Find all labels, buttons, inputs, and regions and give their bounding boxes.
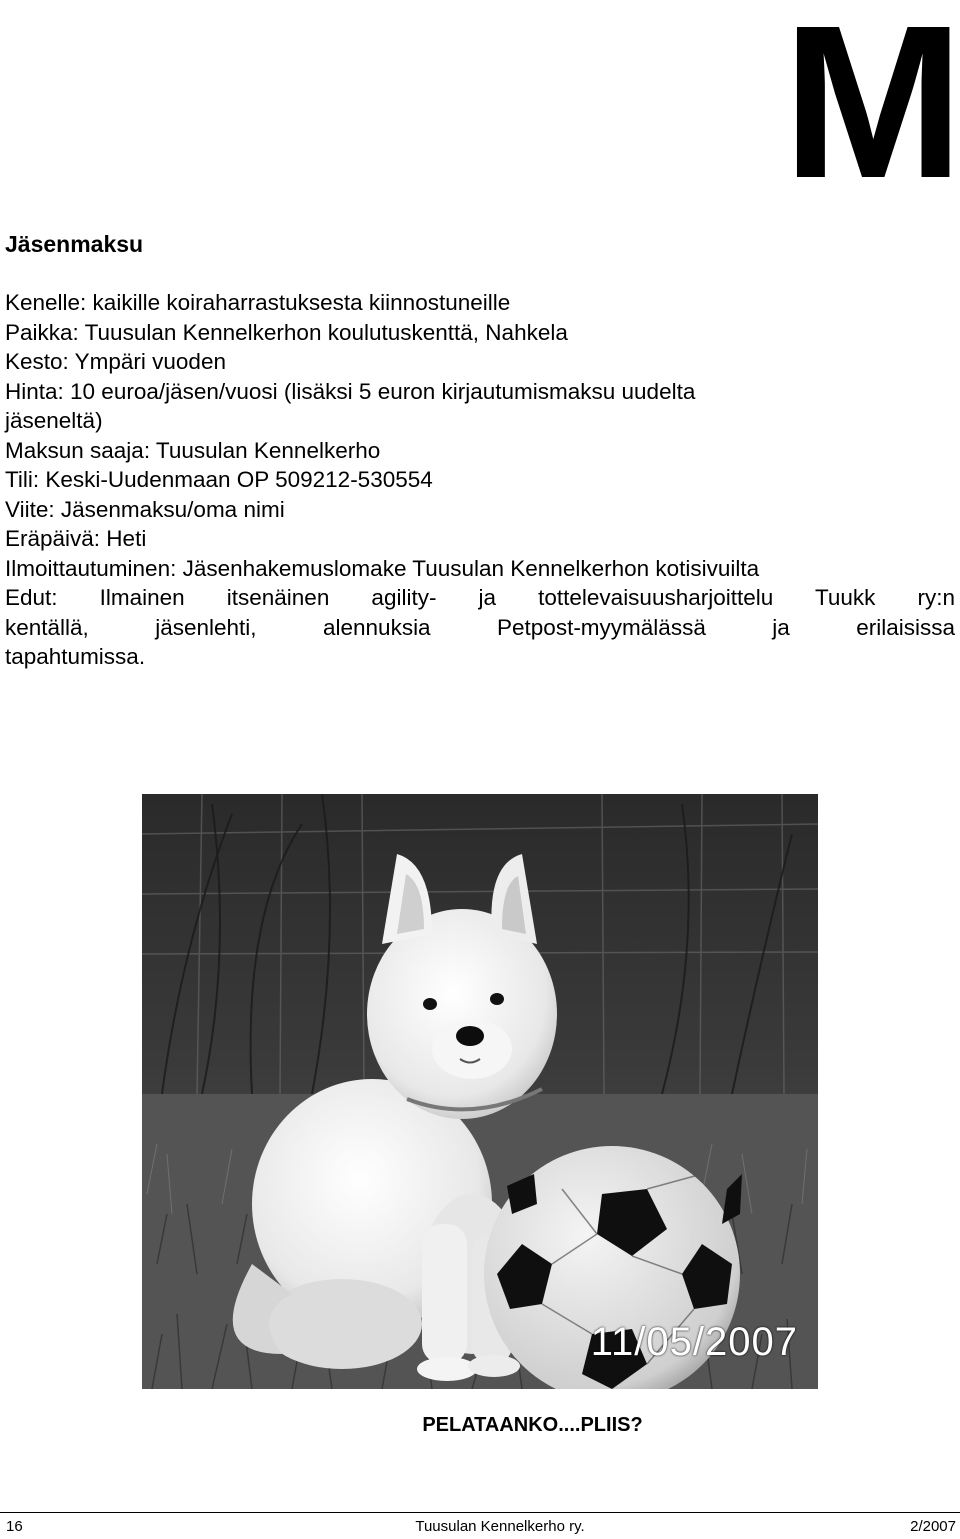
membership-info bbox=[5, 288, 955, 672]
photo-caption: PELATAANKO....PLIIS? bbox=[422, 1414, 643, 1436]
section-heading: Jäsenmaksu bbox=[5, 231, 144, 257]
photo-date-stamp: 11/05/2007 bbox=[590, 1320, 798, 1364]
info-line-benefits-1: Edut: Ilmainen itsenäinen agility- ja tottelevaisuusharjoittelu Tuukk ry:n bbox=[5, 585, 955, 610]
info-line-price: Hinta: 10 euroa/jäsen/vuosi (lisäksi 5 euron kirjautumismaksu uudelta bbox=[5, 378, 696, 404]
info-line-benefits-2: kentällä, jäsenlehti, alennuksia Petpost-myymälässä ja erilaisissa bbox=[5, 614, 955, 640]
section-letter: M bbox=[782, 0, 958, 224]
info-line-registration: Ilmoittautuminen: Jäsenhakemuslomake Tuusulan Kennelkerhon kotisivuilta bbox=[5, 555, 760, 581]
info-line-account: Tili: Keski-Uudenmaan OP 509212-530554 bbox=[5, 467, 433, 492]
info-line-payee: Maksun saaja: Tuusulan Kennelkerho bbox=[5, 437, 381, 463]
info-line-benefits-3: tapahtumissa. bbox=[5, 644, 146, 669]
footer-page-number: 16 bbox=[6, 1518, 23, 1535]
info-line-recipient: Kenelle: kaikille koiraharrastuksesta kiinnostuneille bbox=[5, 290, 511, 315]
footer-organization: Tuusulan Kennelkerho ry. bbox=[415, 1518, 585, 1535]
puppy-photo bbox=[142, 794, 818, 1389]
puppy-with-ball-illustration bbox=[142, 794, 818, 1389]
info-line-due-date: Eräpäivä: Heti bbox=[5, 526, 147, 551]
footer-issue: 2/2007 bbox=[910, 1518, 956, 1535]
info-line-place: Paikka: Tuusulan Kennelkerhon koulutuskenttä, Nahkela bbox=[5, 319, 568, 345]
info-line-price-cont: jäseneltä) bbox=[5, 408, 103, 433]
info-line-duration: Kesto: Ympäri vuoden bbox=[5, 349, 226, 374]
info-line-reference: Viite: Jäsenmaksu/oma nimi bbox=[5, 496, 285, 522]
page-footer bbox=[0, 1512, 960, 1539]
